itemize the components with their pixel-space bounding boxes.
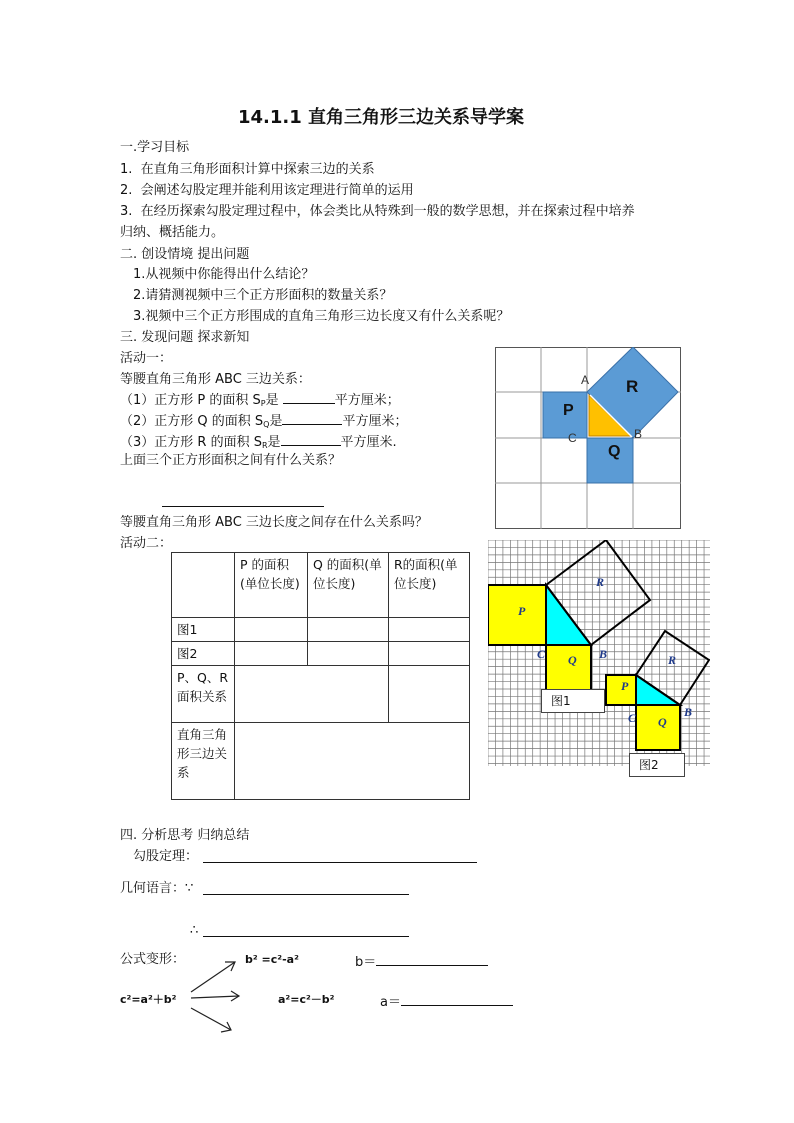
vertex-a: A [581, 373, 590, 387]
small-label-q: Q [658, 715, 667, 729]
item-text: 平方厘米； [334, 393, 400, 408]
figure-2-grids [488, 540, 710, 766]
small-label-p: P [621, 679, 629, 693]
big-square-q [546, 645, 591, 690]
table-row-label: 图1 [172, 618, 235, 642]
answer-line[interactable] [162, 492, 324, 507]
activity1-heading: 活动一： [120, 351, 173, 366]
figure-caption-2: 图2 [629, 753, 685, 777]
goal-item-2 [120, 182, 414, 200]
theorem-answer-line[interactable] [203, 848, 477, 863]
table-cell[interactable] [235, 642, 308, 666]
small-vertex-c: C [628, 711, 637, 725]
label-p: P [563, 402, 574, 419]
section-heading-discover: 三. 发现问题 探求新知 [120, 330, 250, 345]
therefore-answer-line[interactable] [203, 922, 409, 937]
a-equals-label: a＝ [380, 995, 401, 1010]
formula-arrows [185, 950, 245, 1040]
table-cell[interactable] [235, 618, 308, 642]
subscript: R [261, 441, 268, 450]
section-heading-goals: 一.学习目标 [120, 140, 190, 155]
question-1: 1.从视频中你能得出什么结论？ [133, 267, 315, 282]
item-text: （1）正方形 P 的面积 S [120, 393, 261, 408]
table-row-label: P、Q、R 面积关系 [172, 666, 235, 723]
table-header-r: R的面积(单位长度) [389, 553, 470, 618]
activity1-question: 上面三个正方形面积之间有什么关系？ [120, 453, 342, 468]
b-answer-blank[interactable] [376, 951, 488, 966]
question-3: 3.视频中三个正方形围成的直角三角形三边长度又有什么关系呢？ [133, 309, 510, 324]
big-label-q: Q [568, 653, 577, 667]
arrow-up-icon [191, 962, 235, 992]
figure-caption-1: 图1 [541, 689, 605, 713]
formula-base: c²=a²＋b² [120, 993, 177, 1006]
table-cell[interactable] [235, 666, 389, 723]
big-label-p: P [518, 604, 526, 618]
label-r: R [626, 377, 639, 396]
goal-text: 在直角三角形面积计算中探索三边的关系 [140, 162, 375, 177]
table-row-label: 图2 [172, 642, 235, 666]
goal-number: 3. [120, 204, 133, 219]
a-answer-blank[interactable] [401, 991, 513, 1006]
big-label-r: R [596, 575, 605, 589]
small-vertex-b: B [684, 705, 693, 719]
table-cell[interactable] [308, 642, 389, 666]
goal-text: 会阐述勾股定理并能利用该定理进行简单的运用 [140, 183, 414, 198]
therefore-symbol: ∴ [190, 923, 199, 938]
activity1-intro: 等腰直角三角形 ABC 三边关系： [120, 372, 311, 387]
item-text: （3）正方形 R 的面积 S [120, 435, 262, 450]
item-text: 平方厘米； [342, 414, 408, 429]
table-cell[interactable] [235, 723, 470, 800]
table-cell[interactable] [389, 666, 470, 723]
subscript: Q [263, 420, 270, 429]
geometry-language-label: 几何语言：∵ [120, 881, 194, 896]
answer-blank[interactable] [282, 410, 342, 425]
subscript: P [260, 399, 266, 408]
item-text: （2）正方形 Q 的面积 S [120, 414, 264, 429]
table-corner-cell [172, 553, 235, 618]
table-header-p: P 的面积(单位长度) [235, 553, 308, 618]
goal-item-3-continued: 归纳、概括能力。 [120, 225, 225, 240]
goal-number: 1. [120, 162, 133, 177]
big-vertex-c: C [537, 647, 546, 661]
table-row-label: 直角三角形三边关系 [172, 723, 235, 800]
vertex-c: C [568, 431, 577, 445]
table-cell[interactable] [389, 618, 470, 642]
b-equals-label: b＝ [355, 955, 377, 970]
item-text: 是 [269, 414, 283, 429]
table-cell[interactable] [308, 618, 389, 642]
activity2-heading: 活动二： [120, 536, 173, 551]
formula-a-squared: a²=c²－b² [278, 993, 335, 1006]
goal-text: 在经历探索勾股定理过程中，体会类比从特殊到一般的数学思想，并在探索过程中培养 [140, 204, 635, 219]
goal-number: 2. [120, 183, 133, 198]
small-label-r: R [668, 653, 677, 667]
item-text: 是 [265, 393, 279, 408]
item-text: 平方厘米. [340, 435, 397, 450]
activity2-table [171, 552, 470, 800]
answer-blank[interactable] [281, 431, 341, 446]
vertex-b: B [634, 427, 643, 441]
item-text: 是 [267, 435, 281, 450]
table-cell [389, 642, 470, 666]
because-answer-line[interactable] [203, 880, 409, 895]
big-square-p [488, 585, 546, 645]
formula-b-squared: b² =c²-a² [245, 953, 299, 966]
big-vertex-b: B [599, 647, 608, 661]
a-equals [380, 991, 513, 1012]
question-2: 2.请猜测视频中三个正方形面积的数量关系？ [133, 288, 393, 303]
table-header-q: Q 的面积(单位长度) [308, 553, 389, 618]
activity1-question2: 等腰直角三角形 ABC 三边长度之间存在什么关系吗？ [120, 515, 428, 530]
page-title: 14.1.1 直角三角形三边关系导学案 [238, 107, 525, 128]
theorem-label: 勾股定理： [133, 849, 199, 864]
arrow-down-icon [191, 1008, 231, 1030]
goal-item-3 [120, 203, 635, 221]
label-q: Q [608, 443, 621, 460]
figure-1-squares [495, 347, 681, 529]
formula-label: 公式变形： [120, 952, 186, 967]
answer-blank[interactable] [283, 389, 335, 404]
goal-item-1 [120, 161, 375, 179]
arrow-right-icon [191, 996, 239, 998]
section-heading-summary: 四. 分析思考 归纳总结 [120, 828, 250, 843]
b-equals [355, 951, 488, 972]
section-heading-scenario: 二. 创设情境 提出问题 [120, 247, 250, 262]
